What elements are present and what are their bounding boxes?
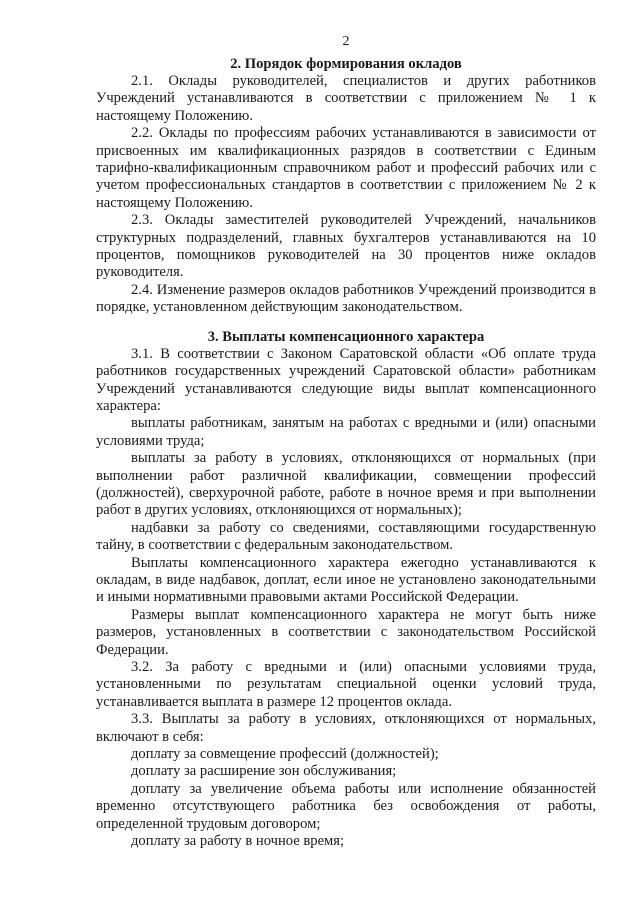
paragraph-3-3-item-combining: доплату за совмещение профессий (должностей); <box>131 746 439 763</box>
paragraph-3-3: 3.3. Выплаты за работу в условиях, отклоняющихся от нормальных, включают в себя: <box>96 711 596 745</box>
paragraph-2-3: 2.3. Оклады заместителей руководителей Учреждений, начальников структурных подразделений, главных бухгалтеров устанавливаются на 10 процентов, помощников руководителей на 30 процентов ниже окладов руководителя. <box>96 212 596 281</box>
section-2 <box>96 56 596 317</box>
section-3-title: 3. Выплаты компенсационного характера <box>207 328 485 345</box>
paragraph-3-3-item-zones: доплату за расширение зон обслуживания; <box>131 763 397 780</box>
paragraph-3-1-limits: Размеры выплат компенсационного характера не могут быть ниже размеров, установленных в соответствии с законодательством Российской Федерации. <box>96 606 596 658</box>
page-number: 2 <box>342 34 350 49</box>
paragraph-3-3-item-volume: доплату за увеличение объема работы или исполнение обязанностей временно отсутствующего работника без освобождения от работы, определенной трудовым договором; <box>96 780 596 832</box>
paragraph-3-3-item-night: доплату за работу в ночное время; <box>131 833 345 850</box>
paragraph-3-1-item-harmful: выплаты работникам, занятым на работах с вредными и (или) опасными условиями труда; <box>96 415 596 449</box>
paragraph-2-4: 2.4. Изменение размеров окладов работников Учреждений производится в порядке, установленном действующим законодательством. <box>96 281 596 316</box>
paragraph-3-1: 3.1. В соответствии с Законом Саратовской области «Об оплате труда работников государственных учреждений Саратовской области» работникам Учреждений устанавливаются следующие виды выплат компенсационного характера: <box>96 345 596 414</box>
paragraph-3-1-item-secret: надбавки за работу со сведениями, составляющими государственную тайну, в соответствии с федеральным законодательством. <box>96 519 596 554</box>
paragraph-3-1-item-abnormal: выплаты за работу в условиях, отклоняющихся от нормальных (при выполнении работ различной квалификации, совмещении профессий (должностей), сверхурочной работе, работе в ночное время и при выполнении работ в других условиях, отклоняющихся от нормальных); <box>96 450 596 519</box>
paragraph-3-1-annual: Выплаты компенсационного характера ежегодно устанавливаются к окладам, в виде надбавок, доплат, если иное не установлено законодательными и иными нормативными правовыми актами Российской Федерации. <box>96 554 596 606</box>
paragraph-2-1: 2.1. Оклады руководителей, специалистов и других работников Учреждений устанавливаются в соответствии с приложением № 1 к настоящему Положению. <box>96 73 596 124</box>
paragraph-2-2: 2.2. Оклады по профессиям рабочих устанавливаются в зависимости от присвоенных им квалификационных разрядов в соответствии с Единым тарифно-квалификационным справочником работ и профессий рабочих или с учетом профессиональных стандартов в соответствии с приложением № 2 к настоящему Положению. <box>96 125 596 211</box>
section-3 <box>96 329 596 851</box>
section-2-title: 2. Порядок формирования окладов <box>230 56 462 72</box>
paragraph-3-2: 3.2. За работу с вредными и (или) опасными условиями труда, установленными по результатам специальной оценки условий труда, устанавливается выплата в размере 12 процентов оклада. <box>96 659 596 710</box>
